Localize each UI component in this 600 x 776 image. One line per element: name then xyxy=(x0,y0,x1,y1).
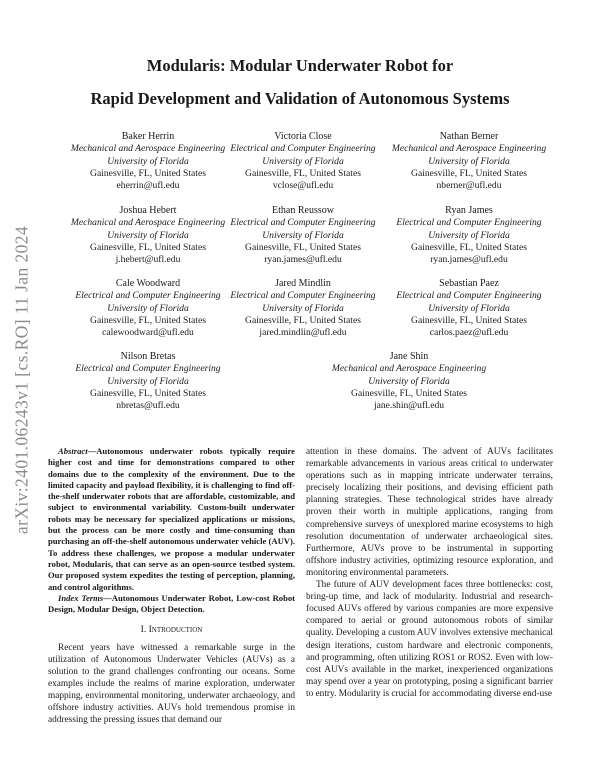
author-univ: University of Florida xyxy=(262,229,344,241)
author-block xyxy=(304,351,514,412)
author-dept: Mechanical and Aerospace Engineering xyxy=(331,363,487,375)
author-univ: University of Florida xyxy=(107,229,189,241)
author-email: jane.shin@ufl.edu xyxy=(373,400,445,412)
author-email: ryan.james@ufl.edu xyxy=(264,254,342,266)
author-email: ryan.james@ufl.edu xyxy=(430,254,508,266)
index-terms-text: —Autonomous Underwater Robot, Low-cost Robot Design, Modular Design, Object Detection. xyxy=(48,592,296,615)
paper-title-line-2: Rapid Development and Validation of Autonomous Systems xyxy=(90,89,510,108)
index-terms-label: Index Terms xyxy=(58,592,104,603)
author-name: Victoria Close xyxy=(274,131,332,142)
author-location: Gainesville, FL, United States xyxy=(411,167,527,179)
author-location: Gainesville, FL, United States xyxy=(411,241,527,253)
left-column xyxy=(48,446,295,726)
abstract-text: —Autonomous underwater robots typically require higher cost and time for demonstrations compared to other domains due to the complexity of the environment. Due to the limited capacity and payload flexibility, it is challenging to find off-the-shelf underwater robots that are affordable, customizable, and subject to environmental variability. Custom-built underwater robots may be necessary for specialized applications or missions, but the process can be more costly and time-consuming than purchasing an off-the-shelf autonomous underwater vehicle (AUV). To address these challenges, we propose a modular underwater robot, Modularis, that can serve as an open-source testbed system. Our proposed system expedites the testing of perception, planning, and control algorithms. xyxy=(48,446,295,592)
author-dept: Electrical and Computer Engineering xyxy=(396,290,542,302)
author-location: Gainesville, FL, United States xyxy=(245,314,361,326)
author-email: vclose@ufl.edu xyxy=(272,180,334,192)
author-name: Jane Shin xyxy=(389,351,429,362)
author-email: nbretas@ufl.edu xyxy=(116,400,180,412)
author-location: Gainesville, FL, United States xyxy=(90,314,206,326)
author-email: j.hebert@ufl.edu xyxy=(115,254,181,266)
author-name: Nilson Bretas xyxy=(120,351,176,362)
author-name: Nathan Berner xyxy=(439,131,499,142)
author-univ: University of Florida xyxy=(368,375,450,387)
arxiv-stamp xyxy=(2,210,42,550)
author-name: Jared Mindlin xyxy=(275,278,331,289)
author-dept: Electrical and Computer Engineering xyxy=(75,363,221,375)
author-block xyxy=(364,131,574,192)
author-email: eherrin@ufl.edu xyxy=(116,180,180,192)
author-name: Cale Woodward xyxy=(115,278,181,289)
author-name: Joshua Hebert xyxy=(119,205,177,216)
author-location: Gainesville, FL, United States xyxy=(90,241,206,253)
author-email: calewoodward@ufl.edu xyxy=(102,327,194,339)
author-univ: University of Florida xyxy=(107,302,189,314)
author-univ: University of Florida xyxy=(428,302,510,314)
index-terms xyxy=(48,593,295,616)
author-location: Gainesville, FL, United States xyxy=(90,167,206,179)
author-location: Gainesville, FL, United States xyxy=(411,314,527,326)
author-dept: Electrical and Computer Engineering xyxy=(396,217,542,229)
author-univ: University of Florida xyxy=(262,302,344,314)
author-dept: Electrical and Computer Engineering xyxy=(230,143,376,155)
author-name: Baker Herrin xyxy=(121,131,175,142)
right-column xyxy=(306,446,553,700)
author-univ: University of Florida xyxy=(428,155,510,167)
author-dept: Electrical and Computer Engineering xyxy=(230,217,376,229)
intro-paragraph: Recent years have witnessed a remarkable surge in the utilization of Autonomous Underwater Vehicles (AUVs) as a solution to the grand challenges confronting our oceans. Some examples include the realms of marine exploration, underwater mapping, environmental monitoring, underwater archaeology, and offshore industry activities. AUVs hold tremendous promise in addressing the pressing issues that demand our xyxy=(48,642,295,726)
author-block xyxy=(364,278,574,339)
body-paragraph: The future of AUV development faces three bottlenecks: cost, bring-up time, and lack of modularity. Industrial and research-focused AUVs offered by various companies are more expensive compared to aerial or ground autonomous robots of similar quality. Developing a custom AUV involves extensive mechanical design iterations, custom hardware and electronic components, and programming, often utilizing ROS1 or ROS2. Even with low-cost AUVs available in the market, inexperienced organizations may spend over a year on prototyping, posing a significant barrier to entry. Modularity is crucial for accommodating diverse end-use xyxy=(306,580,553,699)
author-dept: Mechanical and Aerospace Engineering xyxy=(391,143,547,155)
author-name: Ryan James xyxy=(445,205,493,216)
author-univ: University of Florida xyxy=(107,375,189,387)
author-univ: University of Florida xyxy=(428,229,510,241)
abstract-label: Abstract xyxy=(58,446,88,456)
author-email: nberner@ufl.edu xyxy=(436,180,502,192)
author-dept: Electrical and Computer Engineering xyxy=(230,290,376,302)
arxiv-stamp-text: arXiv:2401.06243v1 [cs.RO] 11 Jan 2024 xyxy=(11,225,32,535)
author-name: Ethan Reussow xyxy=(272,205,334,216)
author-dept: Electrical and Computer Engineering xyxy=(75,290,221,302)
author-dept: Mechanical and Aerospace Engineering xyxy=(70,143,226,155)
author-block xyxy=(43,351,253,412)
section-heading: I. Introduction xyxy=(140,624,203,636)
author-email: jared.mindlin@ufl.edu xyxy=(259,327,347,339)
author-email: carlos.paez@ufl.edu xyxy=(429,327,509,339)
author-name: Sebastian Paez xyxy=(439,278,499,289)
abstract xyxy=(48,446,295,593)
author-univ: University of Florida xyxy=(107,155,189,167)
author-block xyxy=(364,205,574,266)
author-location: Gainesville, FL, United States xyxy=(245,241,361,253)
author-univ: University of Florida xyxy=(262,155,344,167)
author-location: Gainesville, FL, United States xyxy=(351,387,467,399)
author-location: Gainesville, FL, United States xyxy=(90,387,206,399)
author-location: Gainesville, FL, United States xyxy=(245,167,361,179)
paper-title-line-1: Modularis: Modular Underwater Robot for xyxy=(146,56,454,75)
author-dept: Mechanical and Aerospace Engineering xyxy=(70,217,226,229)
body-paragraph: attention in these domains. The advent of AUVs facilitates remarkable advancements in various areas critical to underwater operations such as in mapping intricate underwater terrains, precisely localizing their positions, and devising efficient path planning strategies. These technological strides have already proven their worth in multiple applications, ranging from comprehensive surveys of unexplored marine ecosystems to high resolution documentation of underwater archaeological sites. Furthermore, AUVs prove to be instrumental in supporting offshore industry activities, optimizing resource exploration, and monitoring environmental parameters. xyxy=(306,447,553,578)
